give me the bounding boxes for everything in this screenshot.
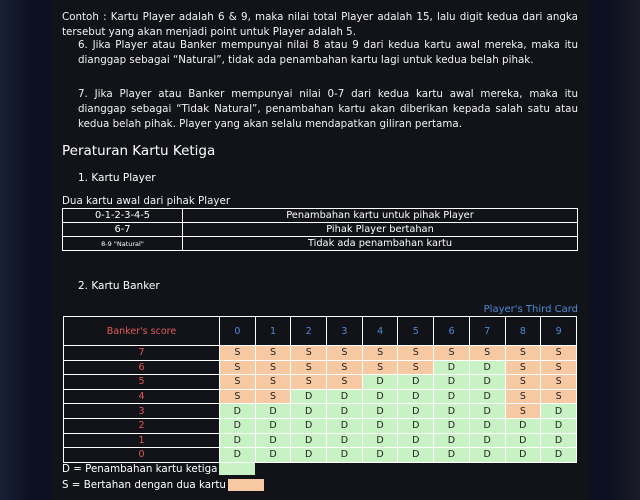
decision-cell: S <box>505 404 541 419</box>
column-header: 9 <box>541 317 577 346</box>
decision-cell: D <box>469 360 505 375</box>
decision-cell: S <box>505 346 541 361</box>
table-row <box>64 433 577 448</box>
legend-stand <box>62 479 264 491</box>
decision-cell: D <box>505 448 541 463</box>
decision-cell: D <box>469 433 505 448</box>
decision-cell: D <box>362 375 398 390</box>
rule-6: 6. Jika Player atau Banker mempunyai nilai 8 atau 9 dari kedua kartu awal mereka, maka itu dianggap sebagai “Natural”, tidak ada penambahan kartu lagi untuk kedua belah pihak. <box>78 39 578 66</box>
example-paragraph: Contoh : Kartu Player adalah 6 & 9, maka nilai total Player adalah 15, lalu digit kedua dari angka tersebut yang akan menjadi point untuk Player adalah 5. <box>62 11 578 38</box>
decision-cell: S <box>255 389 291 404</box>
column-header: 8 <box>505 317 541 346</box>
decision-cell: D <box>255 448 291 463</box>
decision-cell: D <box>541 418 577 433</box>
banker-score-cell: 5 <box>64 375 220 390</box>
decision-cell: S <box>505 360 541 375</box>
decision-cell: S <box>541 375 577 390</box>
legend-draw-label: D = Penambahan kartu ketiga <box>62 463 218 475</box>
player-score-cell: 0-1-2-3-4-5 <box>63 209 183 223</box>
player-table-caption: Dua kartu awal dari pihak Player <box>62 195 231 207</box>
decision-cell: D <box>362 418 398 433</box>
stand-swatch <box>228 479 264 491</box>
decision-cell: D <box>398 418 434 433</box>
decision-cell: D <box>327 404 363 419</box>
decision-cell: D <box>362 448 398 463</box>
decision-cell: D <box>398 375 434 390</box>
decision-cell: S <box>291 346 327 361</box>
decision-cell: S <box>220 389 256 404</box>
table-row <box>64 360 577 375</box>
column-header: 3 <box>327 317 363 346</box>
player-action-cell: Pihak Player bertahan <box>183 223 578 237</box>
banker-score-cell: 2 <box>64 418 220 433</box>
table-row <box>63 237 578 251</box>
decision-cell: S <box>255 375 291 390</box>
decision-cell: D <box>398 448 434 463</box>
table-row <box>64 418 577 433</box>
decision-cell: D <box>362 389 398 404</box>
table-row <box>64 404 577 419</box>
decision-cell: D <box>220 448 256 463</box>
decision-cell: D <box>362 433 398 448</box>
decision-cell: S <box>541 346 577 361</box>
decision-cell: D <box>469 448 505 463</box>
table-row <box>64 346 577 361</box>
decision-cell: S <box>220 346 256 361</box>
decision-cell: D <box>220 404 256 419</box>
decision-cell: D <box>398 433 434 448</box>
decision-cell: S <box>327 360 363 375</box>
decision-cell: D <box>434 360 470 375</box>
decision-cell: D <box>398 389 434 404</box>
decision-cell: D <box>469 375 505 390</box>
table-row <box>63 223 578 237</box>
decision-cell: D <box>327 433 363 448</box>
column-header: 5 <box>398 317 434 346</box>
decision-cell: S <box>220 360 256 375</box>
column-header: 2 <box>291 317 327 346</box>
decision-cell: S <box>398 346 434 361</box>
decision-cell: D <box>469 389 505 404</box>
banker-score-cell: 6 <box>64 360 220 375</box>
decision-cell: S <box>434 346 470 361</box>
decision-cell: D <box>434 389 470 404</box>
column-header: 1 <box>255 317 291 346</box>
decision-cell: S <box>291 360 327 375</box>
decision-cell: S <box>327 346 363 361</box>
decision-cell: D <box>291 389 327 404</box>
decision-cell: D <box>327 389 363 404</box>
decision-cell: D <box>255 418 291 433</box>
decision-cell: D <box>434 375 470 390</box>
decision-cell: S <box>398 360 434 375</box>
decision-cell: D <box>434 404 470 419</box>
decision-cell: D <box>541 433 577 448</box>
decision-cell: S <box>291 375 327 390</box>
decision-cell: D <box>291 448 327 463</box>
banker-heading: 2. Kartu Banker <box>78 280 160 292</box>
table-row <box>64 448 577 463</box>
decision-cell: S <box>505 389 541 404</box>
column-header: 0 <box>220 317 256 346</box>
decision-cell: D <box>541 404 577 419</box>
column-header: 7 <box>469 317 505 346</box>
decision-cell: D <box>434 448 470 463</box>
decision-cell: D <box>255 433 291 448</box>
legend-stand-label: S = Bertahan dengan dua kartu <box>62 479 226 491</box>
decision-cell: S <box>469 346 505 361</box>
banker-score-header: Banker's score <box>64 317 220 346</box>
decision-cell: D <box>541 448 577 463</box>
player-action-cell: Penambahan kartu untuk pihak Player <box>183 209 578 223</box>
decision-cell: D <box>434 433 470 448</box>
decision-cell: D <box>469 404 505 419</box>
decision-cell: D <box>327 418 363 433</box>
decision-cell: D <box>469 418 505 433</box>
decision-cell: D <box>505 418 541 433</box>
decision-cell: D <box>434 418 470 433</box>
column-header: 6 <box>434 317 470 346</box>
legend-draw <box>62 463 255 475</box>
player-heading: 1. Kartu Player <box>78 172 156 184</box>
decision-cell: D <box>291 433 327 448</box>
player-score-cell: 6-7 <box>63 223 183 237</box>
section-title: Peraturan Kartu Ketiga <box>62 143 216 159</box>
decision-cell: S <box>541 360 577 375</box>
decision-cell: S <box>362 346 398 361</box>
decision-cell: D <box>291 418 327 433</box>
decision-cell: S <box>255 360 291 375</box>
decision-cell: D <box>220 418 256 433</box>
column-header: 4 <box>362 317 398 346</box>
decision-cell: D <box>327 448 363 463</box>
decision-cell: S <box>505 375 541 390</box>
table-row <box>63 209 578 223</box>
decision-cell: D <box>220 433 256 448</box>
banker-score-cell: 3 <box>64 404 220 419</box>
banker-score-cell: 1 <box>64 433 220 448</box>
third-card-label: Player's Third Card <box>483 304 578 315</box>
decision-cell: S <box>220 375 256 390</box>
draw-swatch <box>219 463 255 475</box>
table-row <box>64 375 577 390</box>
banker-table <box>63 316 577 463</box>
player-table <box>62 208 578 251</box>
decision-cell: D <box>255 404 291 419</box>
player-score-cell: 8-9 "Natural" <box>63 237 183 251</box>
banker-score-cell: 0 <box>64 448 220 463</box>
decision-cell: S <box>327 375 363 390</box>
decision-cell: S <box>541 389 577 404</box>
decision-cell: D <box>362 404 398 419</box>
decision-cell: D <box>291 404 327 419</box>
banker-header-row <box>64 317 577 346</box>
banker-score-cell: 7 <box>64 346 220 361</box>
player-action-cell: Tidak ada penambahan kartu <box>183 237 578 251</box>
banker-score-cell: 4 <box>64 389 220 404</box>
decision-cell: D <box>398 404 434 419</box>
decision-cell: S <box>362 360 398 375</box>
rule-7: 7. Jika Player atau Banker mempunyai nilai 0-7 dari kedua kartu awal mereka, maka itu dianggap sebagai “Tidak Natural”, penambahan kartu akan diberikan kepada salah satu atau kedua belah pihak. Player yang akan selalu mendapatkan giliran pertama. <box>78 88 578 130</box>
decision-cell: S <box>255 346 291 361</box>
table-row <box>64 389 577 404</box>
decision-cell: D <box>505 433 541 448</box>
